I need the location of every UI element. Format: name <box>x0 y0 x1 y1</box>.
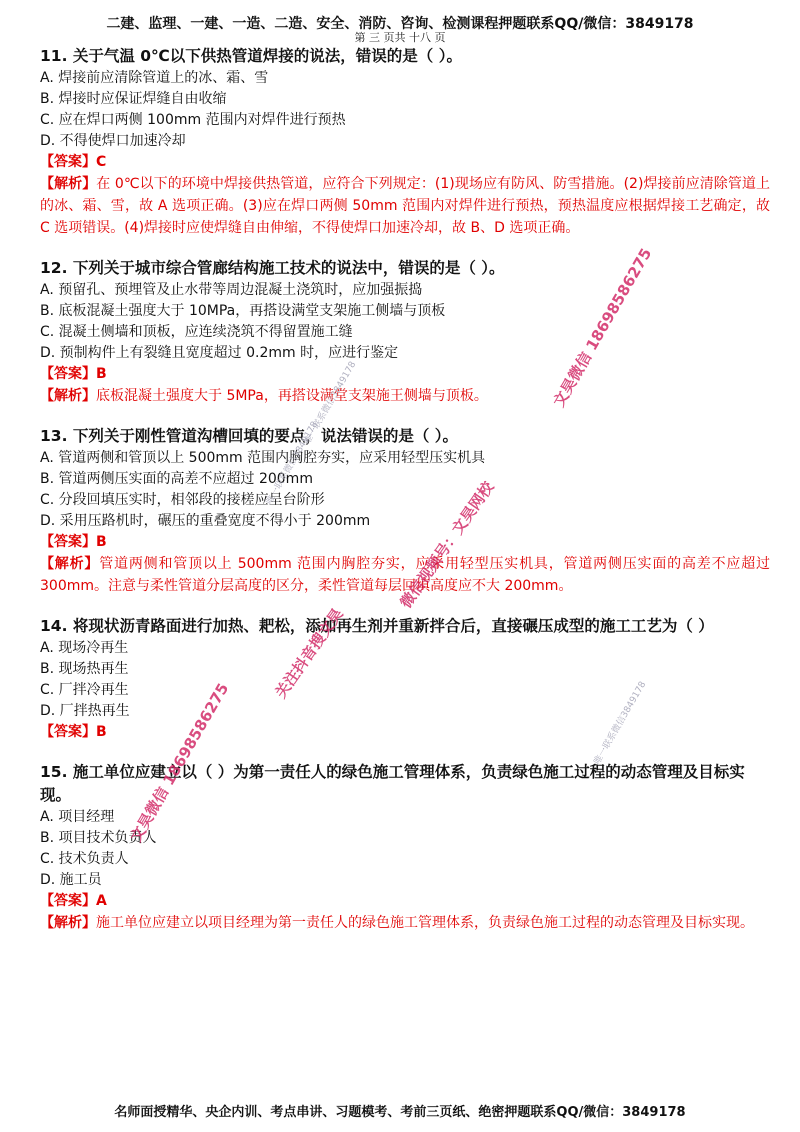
answer-label: 【答案】 <box>40 724 96 740</box>
explanation <box>40 385 770 407</box>
answer-label: 【答案】 <box>40 154 96 170</box>
answer-value: B <box>96 366 107 382</box>
option-a: A. 预留孔、预埋管及止水带等周边混凝土浇筑时，应加强振捣 <box>40 282 423 298</box>
question-12 <box>40 257 770 407</box>
watermark-douyin: 关注抖音搜文昊 <box>271 605 347 702</box>
option-a: A. 焊接前应清除管道上的冰、霜、雪 <box>40 70 269 86</box>
question-title: 15. 施工单位应建立以（ ）为第一责任人的绿色施工管理体系，负责绿色施工过程的动态管理及目标实现。 <box>40 763 745 804</box>
watermark-contact-faint: 唯一联系微信3849178 <box>302 360 359 447</box>
option-c: C. 应在焊口两侧 100mm 范围内对焊件进行预热 <box>40 112 346 128</box>
answer-line <box>40 152 770 173</box>
option-b: B. 项目技术负责人 <box>40 830 157 846</box>
explanation-text: 在 0℃以下的环境中焊接供热管道，应符合下列规定：(1)现场应有防风、防雪措施。(2)焊接前应清除管道上的冰、霜、雪，故 A 选项正确。(3)应在焊口两侧 50mm 范围内对焊件进行预热，预热温度应根据焊接工艺确定，故 C 选项错误。(4)焊接时应使焊缝自由伸缩，不得使焊口加速冷却，故 B、D 选项正确。 <box>40 176 771 236</box>
explanation-text: 施工单位应建立以项目经理为第一责任人的绿色施工管理体系，负责绿色施工过程的动态管理及目标实现。 <box>96 915 754 931</box>
option-b: B. 焊接时应保证焊缝自由收缩 <box>40 91 227 107</box>
answer-value: B <box>96 724 107 740</box>
answer-line <box>40 891 770 912</box>
page-footer: 名师面授精华、央企内训、考点串讲、习题模考、考前三页纸、绝密押题联系QQ/微信：3849178 <box>114 1105 686 1120</box>
answer-value: A <box>96 893 107 909</box>
explanation-label: 【解析】 <box>40 556 100 572</box>
explanation-label: 【解析】 <box>40 388 96 404</box>
question-title: 14. 将现状沥青路面进行加热、耙松，添加再生剂并重新拌合后，直接碾压成型的施工工艺为（ ） <box>40 617 714 635</box>
watermark-contact-faint: 唯一联系微信3849178 <box>264 420 321 507</box>
option-d: D. 采用压路机时，碾压的重叠宽度不得小于 200mm <box>40 513 371 529</box>
page-header <box>0 16 800 44</box>
watermark-wenhao-video: 微信视频号：文昊网校 <box>396 478 498 612</box>
question-title: 13. 下列关于刚性管道沟槽回填的要点，说法错误的是（ ）。 <box>40 427 459 445</box>
explanation-text: 管道两侧和管顶以上 500mm 范围内胸腔夯实，应采用轻型压实机具，管道两侧压实面的高差不应超过 300mm。注意与柔性管道分层高度的区分，柔性管道每层回填高度应不大 200mm。 <box>40 556 770 594</box>
answer-line <box>40 364 770 385</box>
option-b: B. 现场热再生 <box>40 661 129 677</box>
option-b: B. 管道两侧压实面的高差不应超过 200mm <box>40 471 313 487</box>
watermark-contact-faint: 唯一联系微信3849178 <box>592 680 649 767</box>
option-a: A. 管道两侧和管顶以上 500mm 范围内胸腔夯实，应采用轻型压实机具 <box>40 450 486 466</box>
option-b: B. 底板混凝土强度大于 10MPa，再搭设满堂支架施工侧墙与顶板 <box>40 303 446 319</box>
question-15 <box>40 761 770 934</box>
explanation <box>40 912 770 934</box>
explanation <box>40 173 770 239</box>
option-a: A. 现场冷再生 <box>40 640 129 656</box>
watermark-wenhao-wechat-2: 文昊微信 18698586275 <box>126 680 233 845</box>
option-d: D. 预制构件上有裂缝且宽度超过 0.2mm 时，应进行鉴定 <box>40 345 399 361</box>
answer-label: 【答案】 <box>40 534 96 550</box>
explanation-label: 【解析】 <box>40 915 96 931</box>
answer-line <box>40 532 770 553</box>
option-c: C. 混凝土侧墙和顶板，应连续浇筑不得留置施工缝 <box>40 324 353 340</box>
option-c: C. 厂拌冷再生 <box>40 682 129 698</box>
option-c: C. 技术负责人 <box>40 851 129 867</box>
answer-label: 【答案】 <box>40 366 96 382</box>
explanation-label: 【解析】 <box>40 176 97 192</box>
explanation-text: 底板混凝土强度大于 5MPa，再搭设满堂支架施王侧墙与顶板。 <box>96 388 488 404</box>
question-13 <box>40 425 770 597</box>
answer-line <box>40 722 770 743</box>
option-d: D. 施工员 <box>40 872 102 888</box>
option-d: D. 厂拌热再生 <box>40 703 130 719</box>
question-11 <box>40 45 770 239</box>
question-14 <box>40 615 770 743</box>
question-title: 12. 下列关于城市综合管廊结构施工技术的说法中，错误的是（ ）。 <box>40 259 505 277</box>
answer-value: B <box>96 534 107 550</box>
watermark-wenhao-wechat: 文昊微信 18698586275 <box>549 245 656 410</box>
option-a: A. 项目经理 <box>40 809 115 825</box>
question-title: 11. 关于气温 0℃以下供热管道焊接的说法，错误的是（ ）。 <box>40 47 462 65</box>
header-contact-line: 二建、监理、一建、一造、二造、安全、消防、咨询、检测课程押题联系QQ/微信：3849178 <box>106 16 694 32</box>
option-c: C. 分段回填压实时，相邻段的接槎应呈台阶形 <box>40 492 325 508</box>
page-number: 第 三 页共 十八 页 <box>354 31 446 44</box>
answer-label: 【答案】 <box>40 893 96 909</box>
answer-value: C <box>96 154 107 170</box>
option-d: D. 不得使焊口加速冷却 <box>40 133 186 149</box>
